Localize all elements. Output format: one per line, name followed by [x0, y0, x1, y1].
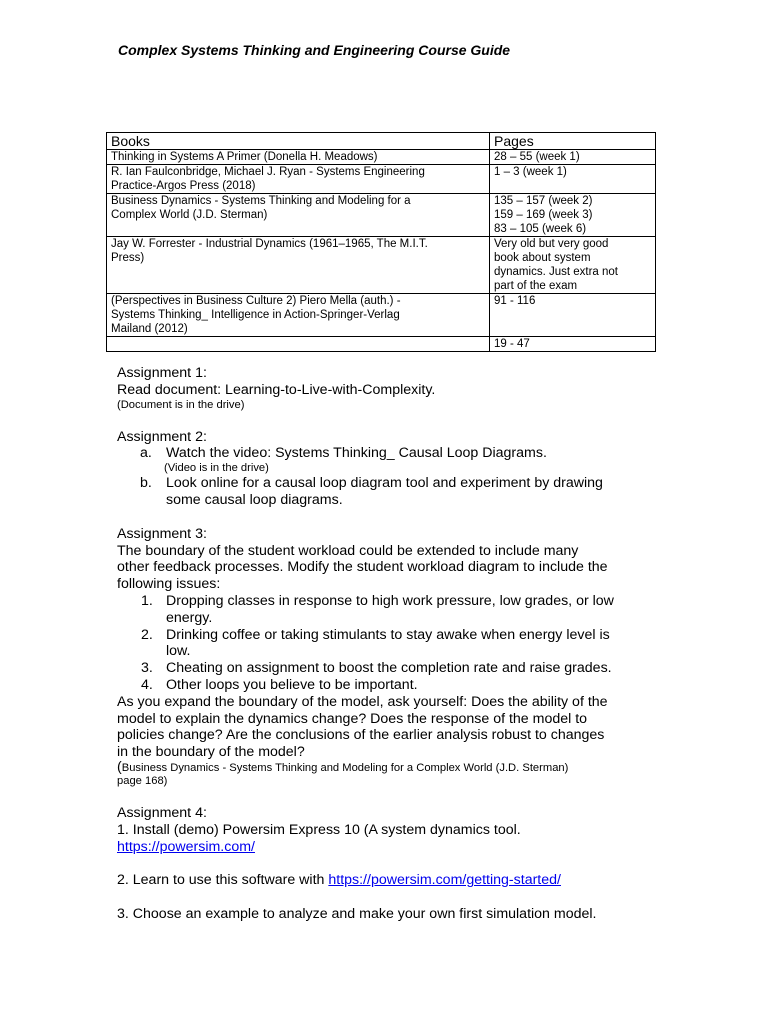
list-item [117, 627, 662, 661]
intro-line: following issues: [117, 576, 221, 593]
getting-started-link[interactable]: https://powersim.com/getting-started/ [328, 872, 561, 889]
powersim-link[interactable]: https://powersim.com/ [117, 838, 255, 855]
book-cell [107, 237, 490, 294]
assignment-2a-note: (Video is in the drive) [164, 462, 269, 475]
pages-cell [490, 150, 656, 165]
list-item [117, 445, 662, 462]
outro-line: model to explain the dynamics change? Does the response of the model to [117, 710, 588, 727]
book-line: Systems Thinking_ Intelligence in Action-Springer-Verlag [111, 309, 400, 321]
assignment-4-step-3: 3. Choose an example to analyze and make your own first simulation model. [117, 906, 597, 923]
book-cell [107, 150, 490, 165]
list-marker: 4. [141, 676, 153, 693]
pages-line: 28 – 55 (week 1) [494, 151, 580, 163]
assignment-1-text: Read document: Learning-to-Live-with-Complexity. [117, 381, 436, 398]
pages-line: 19 - 47 [494, 338, 530, 350]
page-title: Complex Systems Thinking and Engineering Course Guide [118, 42, 511, 58]
assignment-2 [117, 429, 662, 509]
intro-line: other feedback processes. Modify the student workload diagram to include the [117, 559, 608, 576]
book-line: Thinking in Systems A Primer (Donella H. Meadows) [111, 151, 378, 163]
pages-cell [490, 294, 656, 337]
book-cell [107, 337, 490, 352]
table-row [107, 165, 656, 194]
book-line: Business Dynamics - Systems Thinking and Modeling for a [111, 195, 411, 207]
assignment-1-note: (Document is in the drive) [117, 398, 245, 411]
book-line: R. Ian Faulconbridge, Michael J. Ryan - Systems Engineering [111, 166, 425, 178]
pages-line: dynamics. Just extra not [494, 266, 618, 278]
table-row [107, 194, 656, 237]
pages-cell [490, 194, 656, 237]
reference-paren: ( [117, 758, 122, 775]
assignment-3-list [117, 593, 662, 694]
book-line: Mailand (2012) [111, 323, 188, 335]
list-marker: 3. [141, 660, 153, 677]
assignment-4-step-2 [117, 872, 662, 889]
pages-cell [490, 165, 656, 194]
pages-line: part of the exam [494, 280, 578, 292]
list-item [117, 677, 662, 694]
assignment-4 [117, 805, 662, 923]
pages-cell [490, 337, 656, 352]
assignment-3-title: Assignment 3: [117, 525, 207, 542]
pages-line: 83 – 105 (week 6) [494, 223, 587, 235]
table-row [107, 237, 656, 294]
books-table [106, 132, 656, 352]
outro-line: policies change? Are the conclusions of the earlier analysis robust to changes [117, 727, 605, 744]
assignment-4-step-1: 1. Install (demo) Powersim Express 10 (A system dynamics tool. [117, 821, 521, 838]
pages-line: 135 – 157 (week 2) [494, 195, 593, 207]
reference-line: page 168) [117, 774, 168, 787]
table-row [107, 337, 656, 352]
list-item-line: Cheating on assignment to boost the completion rate and raise grades. [166, 660, 612, 677]
assignment-3-reference [117, 758, 662, 788]
book-line: Jay W. Forrester - Industrial Dynamics (1961–1965, The M.I.T. [111, 238, 428, 250]
assignments [117, 365, 662, 940]
book-cell [107, 194, 490, 237]
assignment-4-title: Assignment 4: [117, 804, 207, 821]
pages-line: Very old but very good [494, 238, 609, 250]
outro-line: As you expand the boundary of the model, ask yourself: Does the ability of the [117, 693, 608, 710]
book-line: Complex World (J.D. Sterman) [111, 209, 268, 221]
step-2-text: 2. Learn to use this software with [117, 872, 329, 889]
table-header-row [107, 133, 656, 150]
outro-line: in the boundary of the model? [117, 744, 305, 761]
assignment-1 [117, 365, 662, 412]
list-item [117, 475, 662, 509]
list-item-line: Drinking coffee or taking stimulants to stay awake when energy level is [166, 626, 610, 643]
list-marker: 1. [141, 592, 153, 609]
book-line: Press) [111, 252, 145, 264]
column-header-books: Books [107, 133, 490, 150]
pages-line: book about system [494, 252, 591, 264]
assignment-2b-line: some causal loop diagrams. [166, 491, 343, 508]
pages-cell [490, 237, 656, 294]
column-header-pages: Pages [490, 133, 656, 150]
pages-line: 1 – 3 (week 1) [494, 166, 567, 178]
list-item [117, 660, 662, 677]
table-row [107, 150, 656, 165]
books-table-body [107, 150, 656, 352]
book-cell [107, 294, 490, 337]
assignment-3-outro [117, 694, 662, 761]
intro-line: The boundary of the student workload could be extended to include many [117, 542, 579, 559]
book-cell [107, 165, 490, 194]
pages-line: 159 – 169 (week 3) [494, 209, 593, 221]
assignment-3 [117, 526, 662, 788]
list-marker: a. [140, 445, 152, 462]
list-item-line: low. [166, 643, 191, 660]
reference-line: Business Dynamics - Systems Thinking and Modeling for a Complex World (J.D. Sterman) [121, 761, 569, 774]
assignment-2b-line: Look online for a causal loop diagram tool and experiment by drawing [166, 475, 603, 492]
assignment-2-title: Assignment 2: [117, 428, 207, 445]
assignment-1-title: Assignment 1: [117, 365, 207, 381]
list-marker: b. [140, 475, 152, 492]
table-row [107, 294, 656, 337]
list-item-line: Dropping classes in response to high work pressure, low grades, or low [166, 592, 614, 609]
assignment-3-intro [117, 543, 662, 593]
list-item [117, 593, 662, 627]
list-item-line: Other loops you believe to be important. [166, 676, 418, 693]
pages-line: 91 - 116 [494, 295, 536, 307]
assignment-2a-text: Watch the video: Systems Thinking_ Causal Loop Diagrams. [166, 445, 547, 462]
list-marker: 2. [141, 626, 153, 643]
list-item-line: energy. [166, 609, 213, 626]
book-line: Practice-Argos Press (2018) [111, 180, 256, 192]
book-line: (Perspectives in Business Culture 2) Piero Mella (auth.) - [111, 295, 401, 307]
